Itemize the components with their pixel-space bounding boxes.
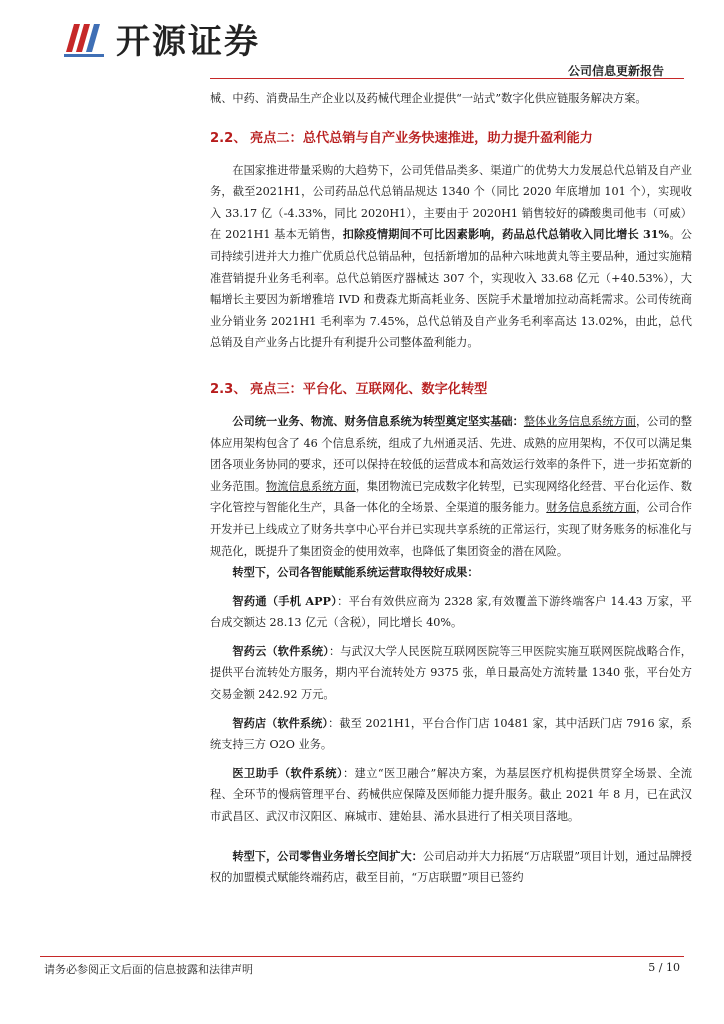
platform-item: 医卫助手（软件系统）：建立“医卫融合”解决方案，为基层医疗机构提供贯穿全场景、全流程、全环节的慢病管理平台、药械供应保障及医师能力提升服务。截止 2021 年 8 月，已在武汉市武昌区、武汉市汉阳区、麻城市、建始县、浠水县进行了相关项目落地。 — [210, 765, 692, 824]
section-title: 亮点三：平台化、互联网化、数字化转型 — [250, 381, 488, 397]
section-heading-2-3 — [210, 379, 692, 401]
report-type-label: 公司信息更新报告 — [567, 64, 664, 78]
brand-name: 开源证券 — [116, 21, 260, 62]
platform-item: 智药通（手机 APP）：平台有效供应商为 2328 家,有效覆盖下游终端客户 14.43 万家，平台成交额达 28.13 亿元（含税），同比增长 40%。 — [210, 593, 692, 630]
intro-paragraph: 械、中药、消费品生产企业以及药械代理企业提供“一站式”数字化供应链服务解决方案。 — [210, 92, 647, 105]
platform-item: 智药店（软件系统）：截至 2021H1，平台合作门店 10481 家，其中活跃门店 7916 家，系统支持三方 O2O 业务。 — [210, 715, 692, 752]
section-2-3-results-heading: 转型下，公司各智能赋能系统运营取得较好成果： — [232, 565, 479, 580]
section-2-3-paragraph-systems: 公司统一业务、物流、财务信息系统为转型奠定坚实基础：整体业务信息系统方面，公司的整体应用架构包含了 46 个信息系统，组成了九州通灵活、先进、成熟的应用架构，不仅可以满足集团各项业务协同的要求，还可以保持在较低的运营成本和高效运行效率的条件下，进一步拓宽新的业务范围。物流信息系统方面，集团物流已完成数字化转型，已实现网络化经营、平台化运作、数字化管控与智能化生产，具备一体化的全场景、全渠道的服务能力。财务信息系统方面，公司合作开发并已上线成立了财务共享中心平台并已实现共享系统的正常运行，实现了财务账务的标准化与规范化，既提升了集团资金的使用效率，也降低了集团资金的潜在风险。 — [210, 413, 692, 558]
header-divider — [210, 78, 684, 79]
section-2-3-retail-paragraph: 转型下，公司零售业务增长空间扩大：公司启动并大力拓展“万店联盟”项目计划，通过品牌授权的加盟模式赋能终端药店，截至目前，“万店联盟”项目已签约 — [210, 848, 692, 885]
main-content — [210, 88, 692, 889]
disclaimer-text: 请务必参阅正文后面的信息披露和法律声明 — [44, 963, 253, 976]
highlight-text: 扣除疫情期间不可比因素影响，药品总代总销收入同比增长 31% — [342, 227, 670, 242]
section-number: 2.3、 — [210, 381, 247, 397]
brand-mark-icon — [62, 16, 110, 60]
section-title: 亮点二：总代总销与自产业务快速推进，助力提升盈利能力 — [250, 130, 593, 146]
section-2-2-paragraph: 在国家推进带量采购的大趋势下，公司凭借品类多、渠道广的优势大力发展总代总销及自产业务，截至2021H1，公司药品总代总销品规达 1340 个（同比 2020 年底增加 101 个），实现收入 33.17 亿（-4.33%，同比 2020H1），主要由于 2020H1 销售较好的磷酸奥司他韦（可威）在 2021H1 基本无销售，扣除疫情期间不可比因素影响，药品总代总销收入同比增长 31%。公司持续引进并大力推广优质总代总销品种，包括新增加的品种六味地黄丸等主要品种，通过实施精准营销提升业务毛利率。总代总销医疗器械达 307 个，实现收入 33.68 亿元（+40.53%），大幅增长主要因为新增雅培 IVD 和费森尤斯高耗业务、医院手术量增加拉动高耗需求。公司传统商业分销业务 2021H1 毛利率为 7.45%，总代总销及自产业务毛利率高达 13.02%，由此，总代总销及自产业务占比提升有利提升公司整体盈利能力。 — [210, 163, 692, 350]
page-header — [0, 0, 724, 80]
company-logo — [62, 16, 292, 60]
page-number: 5 / 10 — [648, 961, 680, 974]
page-footer — [40, 956, 684, 977]
section-heading-2-2 — [210, 128, 692, 150]
platform-item: 智药云（软件系统）：与武汉大学人民医院互联网医院等三甲医院实施互联网医院战略合作，提供平台流转处方服务，期内平台流转处方 9375 张，单日最高处方流转量 1340 张，平台处方交易金额 242.92 万元。 — [210, 643, 692, 702]
section-number: 2.2、 — [210, 130, 247, 146]
